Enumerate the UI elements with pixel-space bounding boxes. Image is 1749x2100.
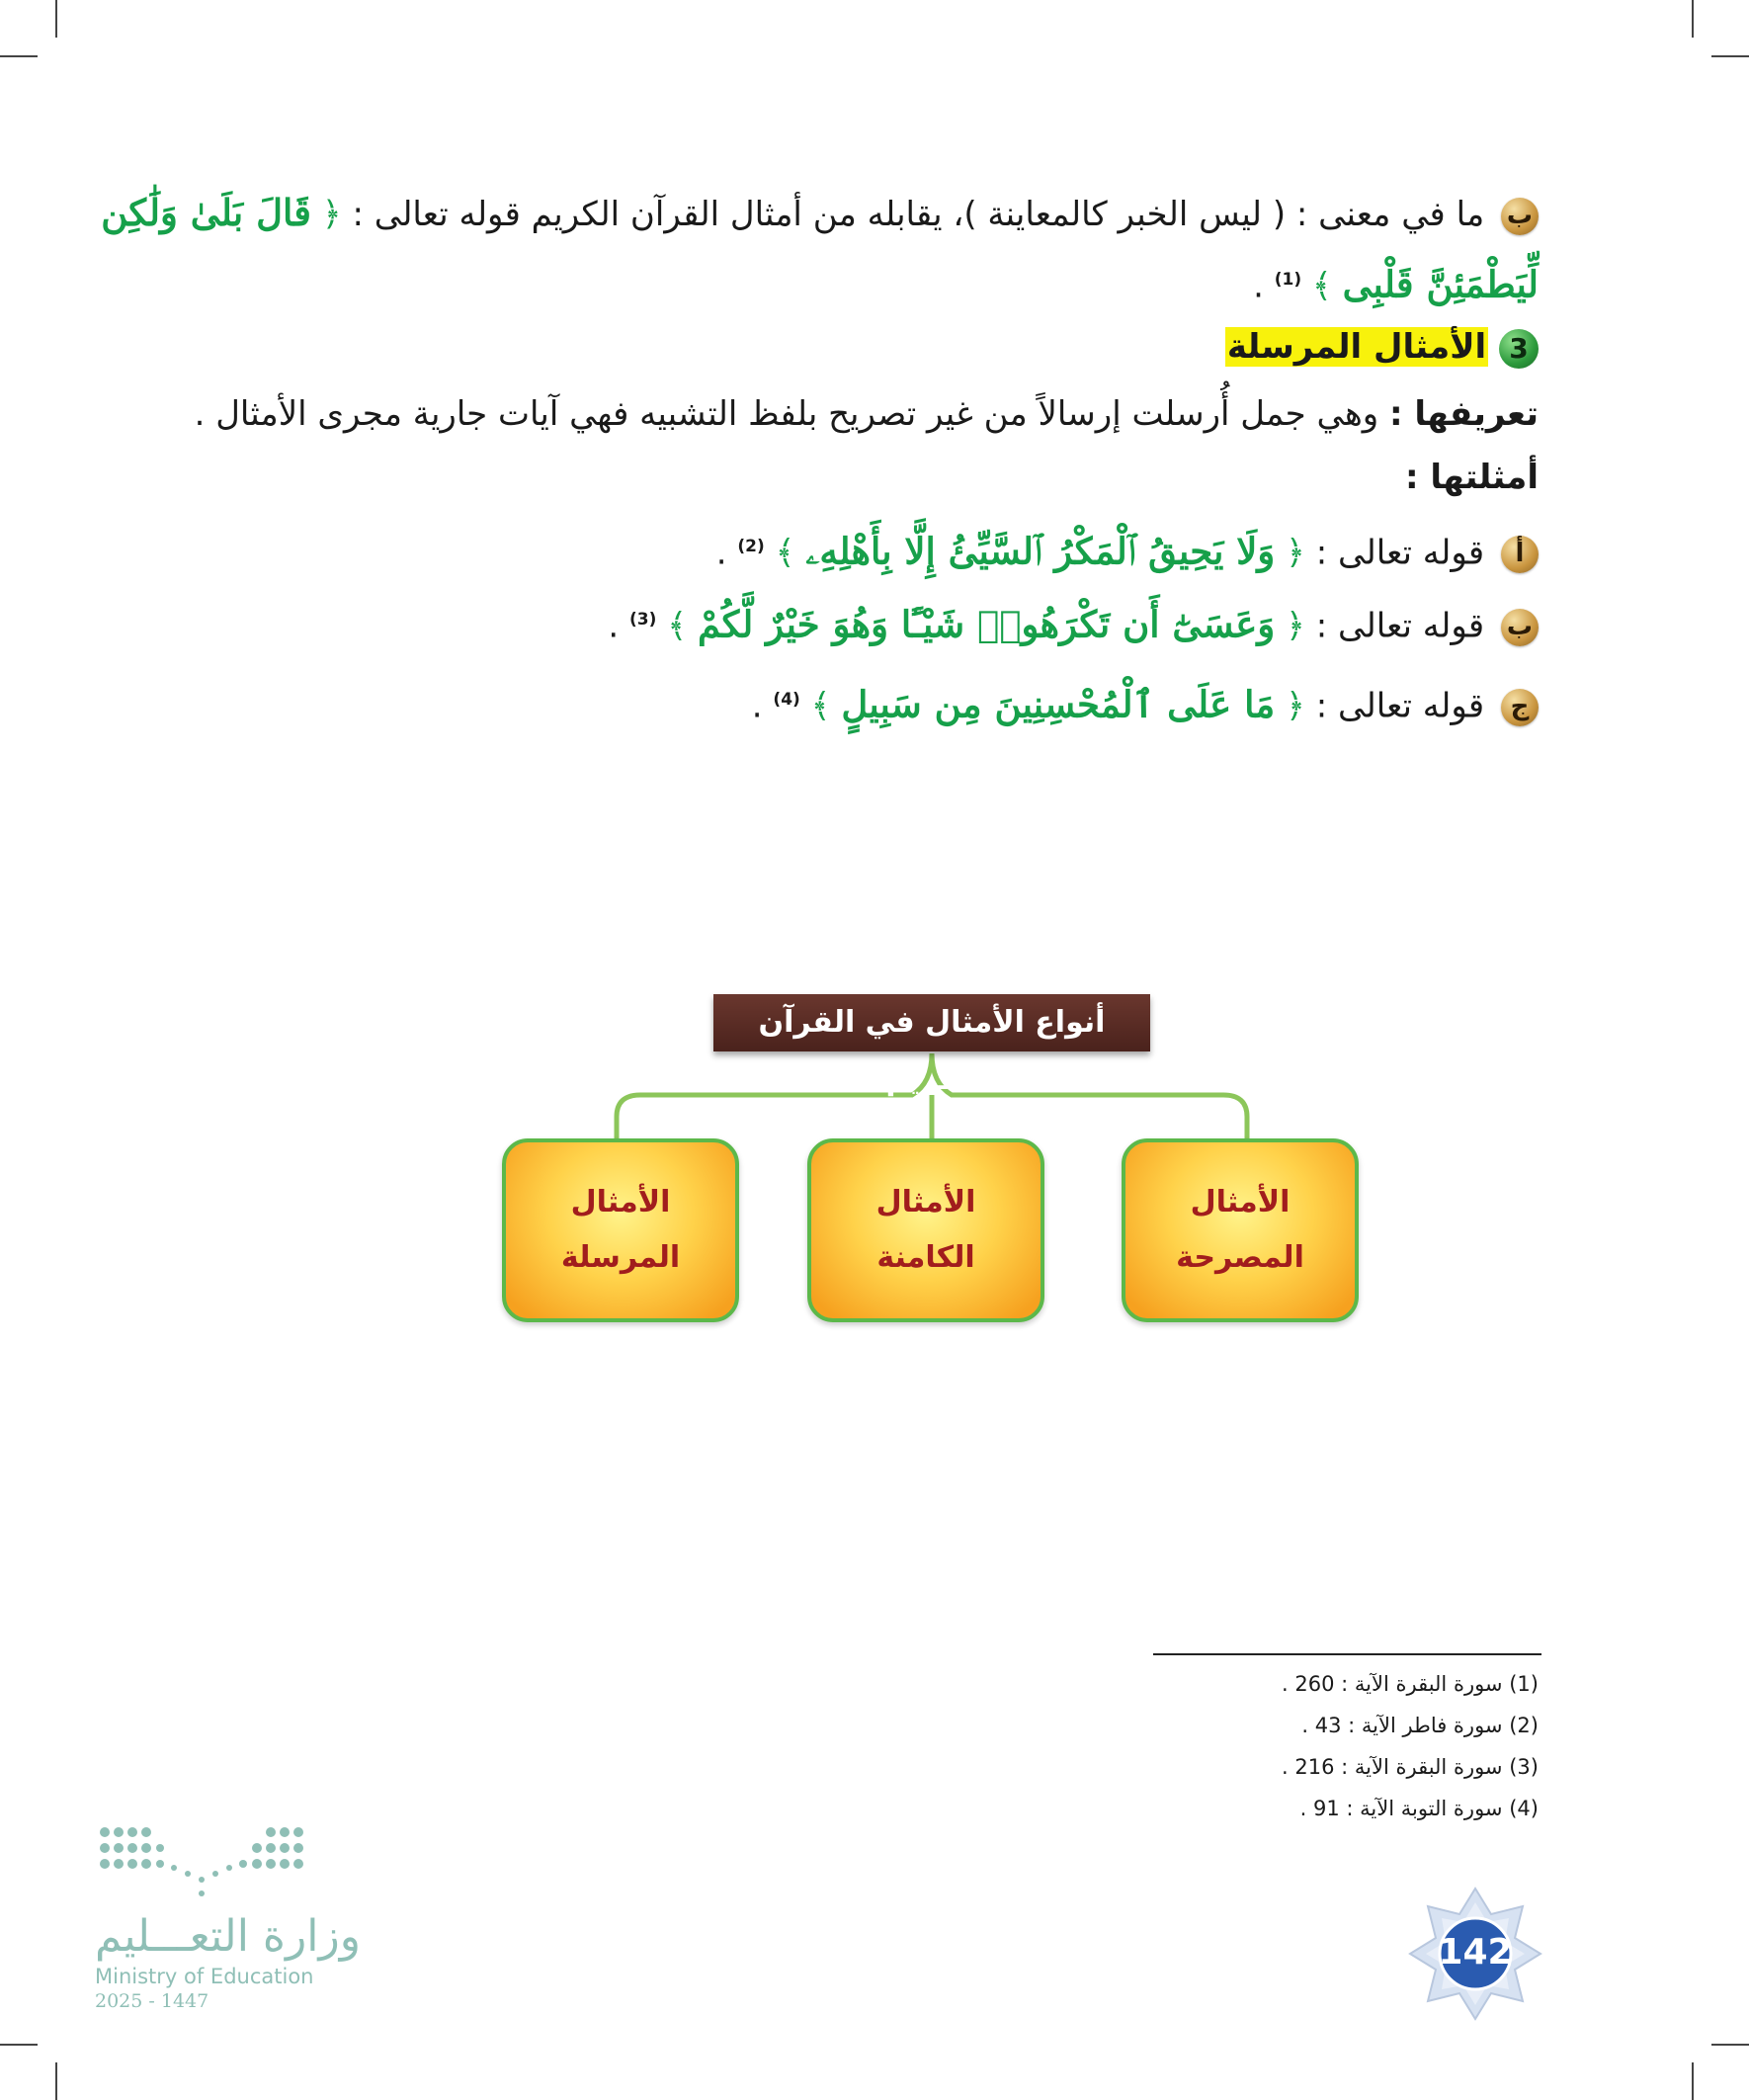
verse-close-ornament: ﴾ <box>1311 266 1332 306</box>
page-number: 142 <box>1438 1932 1513 1973</box>
footnote <box>1300 1797 1539 1820</box>
verse-open-ornament: ﴿ <box>1286 686 1305 726</box>
node-sent <box>502 1138 739 1322</box>
footnote <box>1282 1672 1539 1696</box>
period: . <box>1253 266 1264 306</box>
node-line1: الأمثال <box>1190 1185 1291 1219</box>
crop-mark <box>1692 2062 1694 2100</box>
verse-open-ornament: ﴿ <box>1286 606 1305 646</box>
letter-badge: ج <box>1501 689 1539 726</box>
footnote-number: (2) <box>1509 1714 1539 1737</box>
footnote-text: سورة فاطر الآية : 43 . <box>1301 1714 1503 1737</box>
node-line2: الكامنة <box>876 1240 975 1275</box>
verse-open-ornament: ﴿ <box>1286 533 1305 573</box>
connector-bracket <box>617 1053 932 1140</box>
verse-close-ornament: ﴾ <box>667 606 688 646</box>
footnote <box>1282 1755 1539 1779</box>
node-explicit <box>1122 1138 1359 1322</box>
node-line1: الأمثال <box>875 1185 976 1219</box>
section-title: الأمثال المرسلة <box>1226 327 1487 367</box>
item-b-text: ما في معنى : ( ليس الخبر كالمعاينة )، يقابله من أمثال القرآن الكريم قوله تعالى : <box>352 195 1485 234</box>
node-line2: المصرحة <box>1176 1240 1304 1275</box>
ministry-name-ar: وزارة التعـــليم <box>95 1911 361 1962</box>
definition-label: تعريفها : <box>1389 394 1539 434</box>
footnote-text: سورة البقرة الآية : 260 . <box>1282 1672 1503 1696</box>
node-line2: المرسلة <box>560 1240 681 1275</box>
connector-bracket <box>932 1053 1247 1140</box>
period: . <box>608 606 620 646</box>
period: . <box>715 533 727 573</box>
verse-text: قَالَ بَلَىٰ وَلَٰكِن <box>101 191 311 234</box>
verse-text: لِّيَطْمَئِنَّ قَلْبِى <box>1342 262 1539 306</box>
example-intro: قوله تعالى : <box>1315 686 1485 726</box>
definition-text: وهي جمل أُرسلت إرسالاً من غير تصريح بلفظ التشبيه فهي آيات جارية مجرى الأمثال . <box>194 394 1379 434</box>
letter-badge: أ <box>1501 536 1539 573</box>
section-number-badge: 3 <box>1499 329 1539 369</box>
verse-close-ornament: ﴾ <box>810 686 831 726</box>
footnote-ref: (2) <box>737 537 765 556</box>
ministry-dots-logo <box>97 1824 308 1899</box>
diagram-title: أنواع الأمثال في القرآن الكريم <box>713 994 1150 1051</box>
crop-mark <box>0 2044 38 2046</box>
letter-badge: ب <box>1501 198 1539 235</box>
footnote-text: سورة التوبة الآية : 91 . <box>1299 1797 1503 1820</box>
examples-label: أمثلتها : <box>1405 458 1539 497</box>
footnote-number: (1) <box>1509 1672 1539 1696</box>
verse-open-ornament: ﴿ <box>321 195 342 234</box>
crop-mark <box>1711 2044 1749 2046</box>
footnote-number: (3) <box>1509 1755 1539 1779</box>
footnote-divider <box>1153 1653 1541 1655</box>
footnote <box>1301 1714 1539 1737</box>
node-latent <box>807 1138 1044 1322</box>
node-line1: الأمثال <box>570 1185 671 1219</box>
verse-text: مَا عَلَى ٱلْمُحْسِنِينَ مِن سَبِيلٍ <box>841 682 1276 726</box>
crop-mark <box>55 2062 57 2100</box>
verse-close-ornament: ﴾ <box>775 533 795 573</box>
letter-badge: ب <box>1501 609 1539 646</box>
footnote-ref: (3) <box>629 610 657 630</box>
ministry-year: 2025 - 1447 <box>95 1990 209 2012</box>
example-intro: قوله تعالى : <box>1315 606 1485 646</box>
example-intro: قوله تعالى : <box>1315 533 1485 573</box>
footnote-text: سورة البقرة الآية : 216 . <box>1282 1755 1503 1779</box>
verse-text: وَلَا يَحِيقُ ٱلْمَكْرُ ٱلسَّيِّئُ إِلَّا بِأَهْلِهِۦ <box>805 529 1276 573</box>
verse-text: وَعَسَىٰٓ أَن تَكْرَهُوا۟ شَيْـًٔا وَهُوَ خَيْرٌ لَّكُمْ <box>697 602 1276 646</box>
footnote-ref: (1) <box>1274 270 1302 290</box>
period: . <box>751 686 763 726</box>
footnote-ref: (4) <box>773 690 800 710</box>
ministry-name-en: Ministry of Education <box>95 1965 314 1988</box>
footnote-number: (4) <box>1509 1797 1539 1820</box>
